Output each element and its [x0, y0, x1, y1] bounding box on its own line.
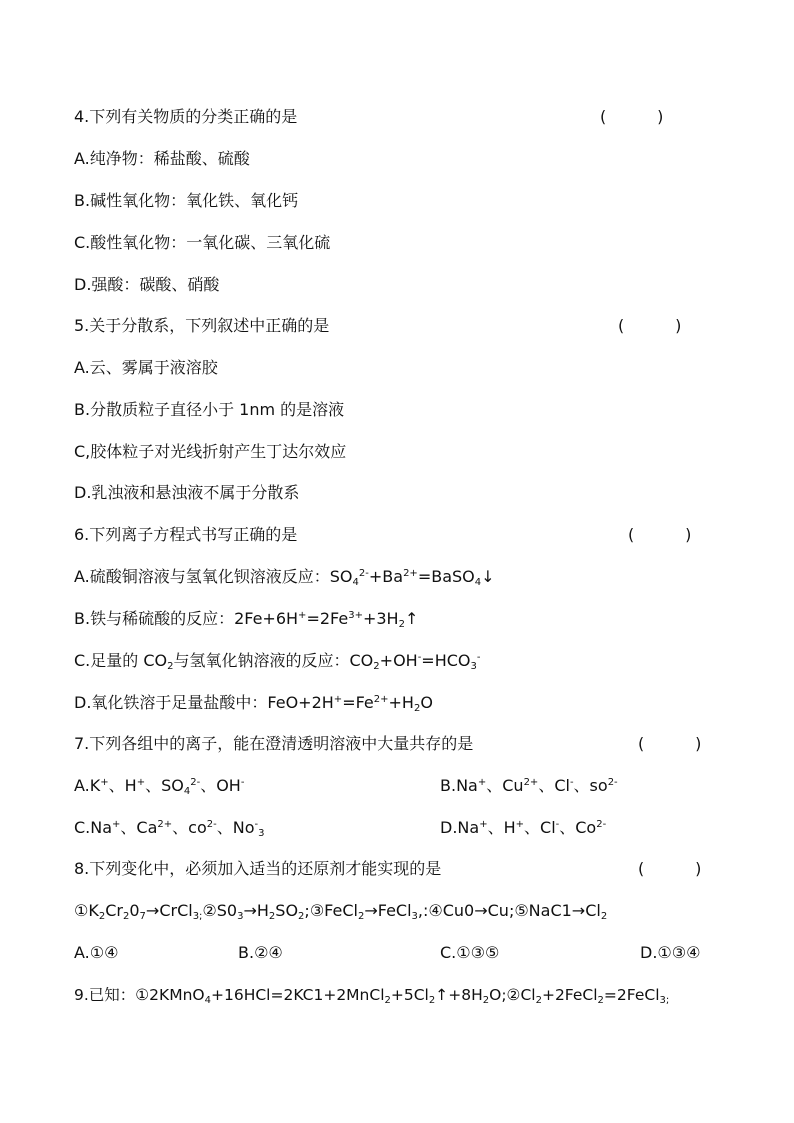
- q5-stem: 5.关于分散系，下列叙述中正确的是: [74, 316, 330, 335]
- q5-option-b: B.分散质粒子直径小于 1nm 的是溶液: [74, 400, 345, 419]
- sup: +: [477, 777, 487, 788]
- q6-stem: 6.下列离子方程式书写正确的是: [74, 525, 298, 544]
- q7-stem: 7.下列各组中的离子，能在澄清透明溶液中大量共存的是: [74, 734, 474, 753]
- sup: 2+: [523, 777, 539, 788]
- sup: -: [240, 777, 245, 788]
- sup: 2+: [403, 568, 418, 579]
- sub: 2: [167, 661, 174, 672]
- q6-answer-paren: ( ): [628, 525, 692, 544]
- sub: 3: [470, 661, 477, 672]
- text: +OH: [379, 651, 418, 670]
- text: ;③FeCl: [304, 901, 358, 920]
- text: B.铁与稀硫酸的反应：2Fe+6H: [74, 609, 299, 628]
- text: +16HCl=2KC1+2MnCl: [210, 986, 385, 1004]
- sup: +: [136, 777, 146, 788]
- sub: 2: [428, 995, 436, 1006]
- q5-option-d: D.乳浊液和悬浊液不属于分散系: [74, 483, 300, 502]
- sub: 4: [204, 995, 211, 1006]
- text: 、H: [487, 818, 516, 837]
- sub: 4: [474, 577, 482, 588]
- sub: 2: [600, 911, 608, 922]
- text: 与氢氧化钠溶液的反应：CO: [173, 651, 374, 670]
- sub: 2: [535, 995, 542, 1006]
- text: 、Ca: [120, 818, 158, 837]
- q7-option-c: [74, 817, 264, 839]
- q5-option-c: C,胶体粒子对光线折射产生丁达尔效应: [74, 442, 347, 461]
- text: O;②Cl: [489, 986, 536, 1004]
- q8-option-b: B.②④: [238, 943, 283, 962]
- text: ②S0: [202, 901, 238, 920]
- text: 、SO: [145, 776, 184, 795]
- sub: 2: [597, 995, 604, 1006]
- sup: +: [100, 777, 109, 788]
- text: +5Cl: [390, 986, 429, 1004]
- q4-option-c: C.酸性氧化物：一氧化碳、三氧化硫: [74, 233, 331, 252]
- q4-option-b: B.碱性氧化物：氧化铁、氧化钙: [74, 191, 299, 210]
- sub: 3;: [659, 995, 670, 1006]
- text: SO: [275, 901, 299, 920]
- q8-option-c: C.①③⑤: [440, 943, 500, 962]
- sup: 2-: [206, 819, 217, 830]
- text: D.Na: [440, 818, 480, 837]
- text: +3H: [362, 609, 399, 628]
- text: =HCO: [421, 651, 471, 670]
- sup: -: [555, 819, 560, 830]
- text: 、Cl: [538, 776, 570, 795]
- text: B.Na: [440, 776, 478, 795]
- q8-reactions: [74, 900, 607, 922]
- sup: -: [254, 819, 259, 830]
- text: 0: [129, 901, 140, 920]
- sup: 2-: [358, 568, 369, 579]
- q7-option-b: [440, 775, 618, 797]
- sub: 2: [373, 661, 380, 672]
- sup: +: [112, 819, 121, 830]
- sub: 4: [352, 577, 359, 588]
- sub: 2: [398, 619, 405, 630]
- q6-option-b: [74, 608, 418, 630]
- sup: +: [515, 819, 525, 830]
- text: 、Cu: [486, 776, 524, 795]
- q7-option-d: [440, 817, 606, 839]
- sub: 2: [357, 911, 365, 922]
- text: A.硫酸铜溶液与氢氧化钡溶液反应：SO: [74, 567, 353, 586]
- sub: 2: [122, 911, 130, 922]
- sub: 4: [183, 786, 191, 797]
- text: +2FeCl: [541, 986, 598, 1004]
- q8-answer-paren: ( ): [638, 859, 702, 878]
- q6-option-c: [74, 650, 480, 672]
- sup: 2-: [607, 777, 618, 788]
- q7-answer-paren: ( ): [638, 734, 702, 753]
- text: 、so: [573, 776, 608, 795]
- q7-option-a: [74, 775, 244, 797]
- text: 、OH: [200, 776, 241, 795]
- text: +Ba: [368, 567, 404, 586]
- text: →FeCl: [364, 901, 412, 920]
- text: 、co: [172, 818, 207, 837]
- q4-option-d: D.强酸：碳酸、硝酸: [74, 275, 220, 294]
- sup: 2-: [596, 819, 607, 830]
- text: 、Co: [559, 818, 597, 837]
- text: ↑: [404, 609, 419, 628]
- q8-option-d: D.①③④: [640, 943, 701, 962]
- text: 、No: [216, 818, 255, 837]
- text: Cr: [105, 901, 123, 920]
- sub: 3: [411, 911, 418, 922]
- sup: -: [569, 777, 574, 788]
- sup: 2+: [157, 819, 173, 830]
- sup: 3+: [348, 610, 363, 621]
- text: =2Fe: [306, 609, 349, 628]
- sub: 2: [298, 911, 305, 922]
- text: +H: [388, 693, 414, 712]
- q9-stem: [74, 984, 669, 1006]
- sup: 2+: [373, 694, 389, 705]
- sub: 3;: [192, 911, 203, 922]
- text: ①K: [74, 901, 99, 920]
- text: C.Na: [74, 818, 113, 837]
- q5-answer-paren: ( ): [618, 316, 682, 335]
- sub: 3: [258, 828, 265, 839]
- q5-option-a: A.云、雾属于液溶胶: [74, 358, 218, 377]
- q6-option-a: [74, 566, 495, 588]
- text: 、H: [108, 776, 137, 795]
- text: ,:④Cu0→Cu;⑤NaC1→Cl: [417, 901, 601, 920]
- text: →H: [243, 901, 269, 920]
- q4-stem: 4.下列有关物质的分类正确的是: [74, 107, 298, 126]
- text: →CrCl: [145, 901, 193, 920]
- sup: +: [333, 694, 343, 705]
- text: =Fe: [342, 693, 374, 712]
- text: A.K: [74, 776, 101, 795]
- sub: 3: [237, 911, 244, 922]
- sup: -: [476, 652, 481, 663]
- sup: +: [479, 819, 488, 830]
- text: ↑+8H: [435, 986, 483, 1004]
- text: C.足量的 CO: [74, 651, 168, 670]
- text: =BaSO: [417, 567, 475, 586]
- sub: 7: [139, 911, 146, 922]
- text: 9.已知：①2KMnO: [74, 986, 205, 1004]
- sup: +: [298, 610, 307, 621]
- sup: 2-: [190, 777, 201, 788]
- sub: 2: [384, 995, 391, 1006]
- sup: -: [417, 652, 422, 663]
- sub: 2: [98, 911, 106, 922]
- sub: 2: [482, 995, 490, 1006]
- q4-option-a: A.纯净物：稀盐酸、硫酸: [74, 149, 250, 168]
- text: 、Cl: [524, 818, 556, 837]
- text: O: [420, 693, 433, 712]
- q8-stem: 8.下列变化中，必须加入适当的还原剂才能实现的是: [74, 859, 442, 878]
- sub: 2: [413, 703, 421, 714]
- sub: 2: [268, 911, 276, 922]
- q6-option-d: [74, 692, 433, 714]
- text: D.氧化铁溶于足量盐酸中：FeO+2H: [74, 693, 334, 712]
- q8-option-a: A.①④: [74, 943, 119, 962]
- text: =2FeCl: [603, 986, 660, 1004]
- q4-answer-paren: ( ): [600, 107, 664, 126]
- text: ↓: [481, 567, 495, 586]
